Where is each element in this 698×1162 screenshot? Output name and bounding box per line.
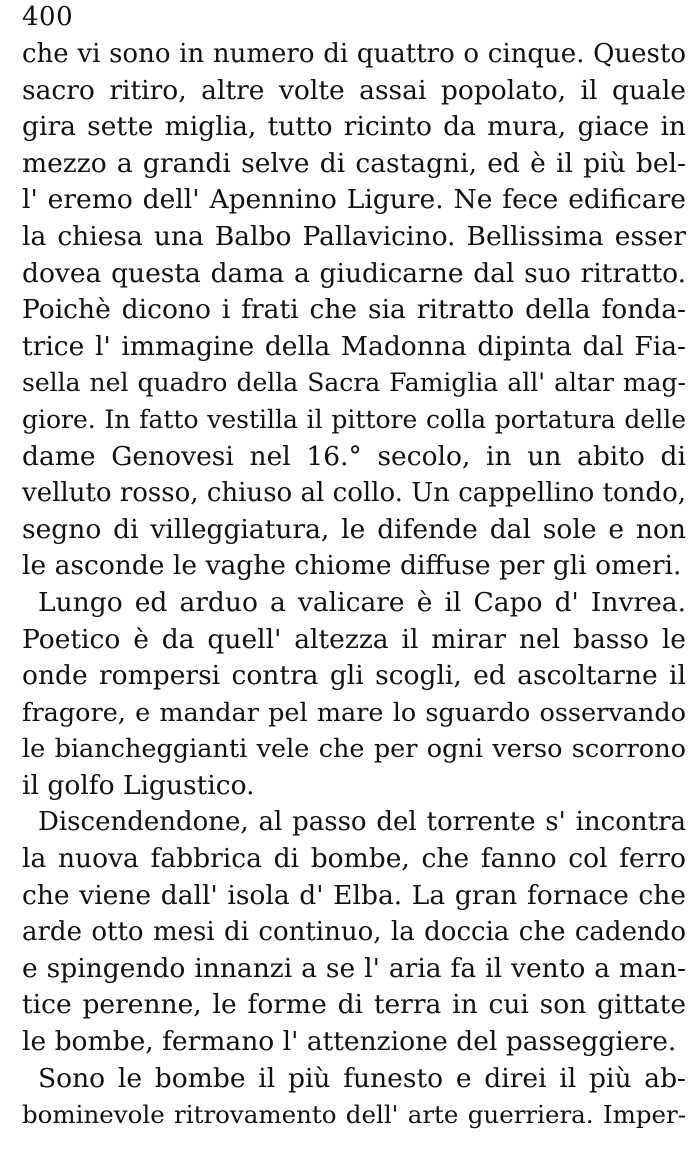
text-line: l' eremo dell' Apennino Ligure. Ne fece edificare [22,184,686,216]
text-line: le biancheggianti vele che per ogni verso scorrono [22,734,686,765]
text-line: gira sette miglia, tutto ricinto da mura, giace in [22,111,686,143]
text-line: e spingendo innanzi a se l' aria fa il vento a man- [22,952,686,984]
text-line: dame Genovesi nel 16.° secolo, in un abito di [22,440,686,472]
text-line: il golfo Ligustico. [22,769,255,801]
text-line: la nuova fabbrica di bombe, che fanno col ferro [22,843,686,875]
text-line: bominevole ritrovamento dell' arte guerriera. Imper- [22,1100,686,1130]
text-line: segno di villeggiatura, le difende dal sole e non [22,513,686,545]
text-line: onde rompersi contra gli scogli, ed ascoltarne il [22,660,686,692]
body-text [22,36,686,1134]
text-line: che viene dall' isola d' Elba. La gran fornace che [22,879,686,911]
text-line: le bombe, fermano l' attenzione del passeggiere. [22,1026,677,1058]
text-line: Discendendone, al passo del torrente s' incontra [38,807,686,838]
page-number: 400 [22,2,74,32]
text-line: mezzo a grandi selve di castagni, ed è il più bel- [22,147,686,179]
text-line: sella nel quadro della Sacra Famiglia all' altar mag- [22,368,686,398]
text-line: tice perenne, le forme di terra in cui son gittate [22,989,686,1021]
text-line: Poichè dicono i frati che sia ritratto della fonda- [22,294,686,326]
text-line: arde otto mesi di continuo, la doccia che cadendo [22,917,686,948]
text-line: dovea questa dama a giudicarne dal suo ritratto. [22,257,686,289]
text-line: Poetico è da quell' altezza il mirar nel basso le [22,623,686,655]
text-line: sacro ritiro, altre volte assai popolato, il quale [22,74,686,106]
text-line: trice l' immagine della Madonna dipinta dal Fia- [22,330,686,362]
text-line: Lungo ed arduo a valicare è il Capo d' Invrea. [38,586,686,618]
text-line: le asconde le vaghe chiome diffuse per gli omeri. [22,550,682,582]
text-line: la chiesa una Balbo Pallavicino. Bellissima esser [22,220,686,252]
text-line: velluto rosso, chiuso al collo. Un cappellino tondo, [22,478,686,509]
text-line: giore. In fatto vestilla il pittore colla portatura delle [22,404,686,434]
text-line: che vi sono in numero di quattro o cinque. Questo [22,39,686,69]
text-line: Sono le bombe il più funesto e direi il più ab- [38,1062,686,1094]
text-line: fragore, e mandar pel mare lo sguardo osservando [22,697,686,728]
